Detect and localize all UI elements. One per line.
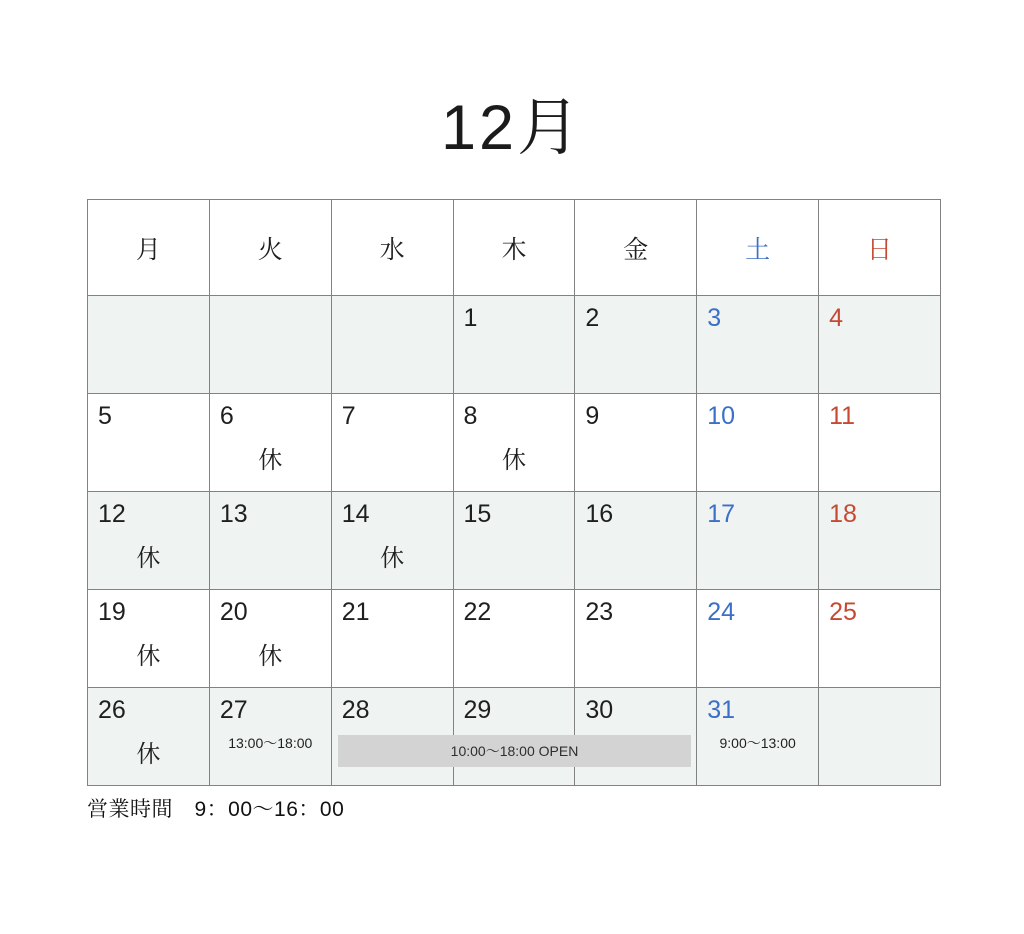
open-hours-bar: 10:00〜18:00 OPEN <box>338 735 691 767</box>
day-cell <box>453 296 575 394</box>
date-number: 1 <box>463 304 478 332</box>
date-number: 15 <box>463 500 492 528</box>
date-number <box>819 688 940 696</box>
date-number: 25 <box>829 598 857 626</box>
date-number: 10 <box>707 402 736 430</box>
date-number: 12 <box>98 500 126 528</box>
day-cell <box>453 492 575 590</box>
week-row-2 <box>88 394 941 492</box>
day-cell <box>697 590 819 688</box>
day-cell <box>209 492 331 590</box>
day-cell <box>453 394 575 492</box>
date-number: 9 <box>585 402 600 430</box>
date-number: 8 <box>463 402 478 430</box>
day-cell <box>819 492 941 590</box>
day-cell <box>697 394 819 492</box>
closed-mark: 休 <box>380 544 405 572</box>
calendar-table <box>87 199 941 786</box>
date-number: 22 <box>463 598 492 626</box>
calendar-title: 12月 <box>440 93 584 163</box>
date-number: 27 <box>219 696 248 724</box>
day-cell <box>331 492 453 590</box>
weekday-header-thu: 木 <box>453 200 575 296</box>
date-number: 21 <box>341 598 370 626</box>
business-hours: 営業時間 9：00〜16：00 <box>87 798 345 821</box>
date-number: 14 <box>341 500 370 528</box>
weekday-header-wed: 水 <box>331 200 453 296</box>
closed-mark: 休 <box>258 446 283 474</box>
day-cell <box>575 590 697 688</box>
day-cell <box>88 296 210 394</box>
day-cell <box>209 296 331 394</box>
date-number <box>210 296 331 304</box>
day-cell <box>209 590 331 688</box>
day-cell <box>575 296 697 394</box>
week-row-3 <box>88 492 941 590</box>
closed-mark: 休 <box>136 642 161 670</box>
day-cell <box>209 394 331 492</box>
day-cell <box>331 590 453 688</box>
weekday-header-mon: 月 <box>88 200 210 296</box>
day-cell <box>88 394 210 492</box>
date-number: 6 <box>219 402 234 430</box>
day-cell <box>88 492 210 590</box>
date-number: 28 <box>341 696 370 724</box>
week-row-1 <box>88 296 941 394</box>
day-cell <box>331 296 453 394</box>
date-number: 26 <box>98 696 126 724</box>
closed-mark: 休 <box>258 642 283 670</box>
date-number <box>88 296 209 304</box>
date-number: 11 <box>829 402 856 430</box>
day-cell <box>575 394 697 492</box>
date-number: 30 <box>585 696 614 724</box>
date-number: 24 <box>707 598 736 626</box>
day-cell <box>819 590 941 688</box>
day-cell <box>819 296 941 394</box>
day-cell <box>331 394 453 492</box>
date-number: 19 <box>98 598 126 626</box>
closed-mark: 休 <box>501 446 526 474</box>
date-number: 16 <box>585 500 614 528</box>
date-number <box>332 296 453 304</box>
calendar-container <box>87 199 941 791</box>
day-cell <box>697 688 819 786</box>
weekday-header-sun: 日 <box>819 200 941 296</box>
weekday-header-sat: 土 <box>697 200 819 296</box>
time-note: 9:00〜13:00 <box>719 734 796 751</box>
day-cell <box>209 688 331 786</box>
date-number: 13 <box>219 500 248 528</box>
date-number: 7 <box>341 402 356 430</box>
time-note: 13:00〜18:00 <box>228 734 313 751</box>
weekday-header-tue: 火 <box>209 200 331 296</box>
day-cell <box>88 688 210 786</box>
date-number: 18 <box>829 500 857 528</box>
date-number: 5 <box>98 402 112 430</box>
date-number: 20 <box>219 598 248 626</box>
day-cell <box>697 296 819 394</box>
date-number: 2 <box>585 304 600 332</box>
weekday-header-row <box>88 200 941 296</box>
weekday-header-fri: 金 <box>575 200 697 296</box>
day-cell <box>88 590 210 688</box>
closed-mark: 休 <box>136 544 161 572</box>
day-cell <box>697 492 819 590</box>
date-number: 23 <box>585 598 614 626</box>
week-row-4 <box>88 590 941 688</box>
date-number: 3 <box>707 304 722 332</box>
closed-mark: 休 <box>136 740 161 768</box>
date-number: 17 <box>707 500 736 528</box>
day-cell <box>575 492 697 590</box>
day-cell <box>819 688 941 786</box>
date-number: 4 <box>829 304 843 332</box>
date-number: 31 <box>707 696 736 724</box>
day-cell <box>819 394 941 492</box>
date-number: 29 <box>463 696 492 724</box>
day-cell <box>453 590 575 688</box>
